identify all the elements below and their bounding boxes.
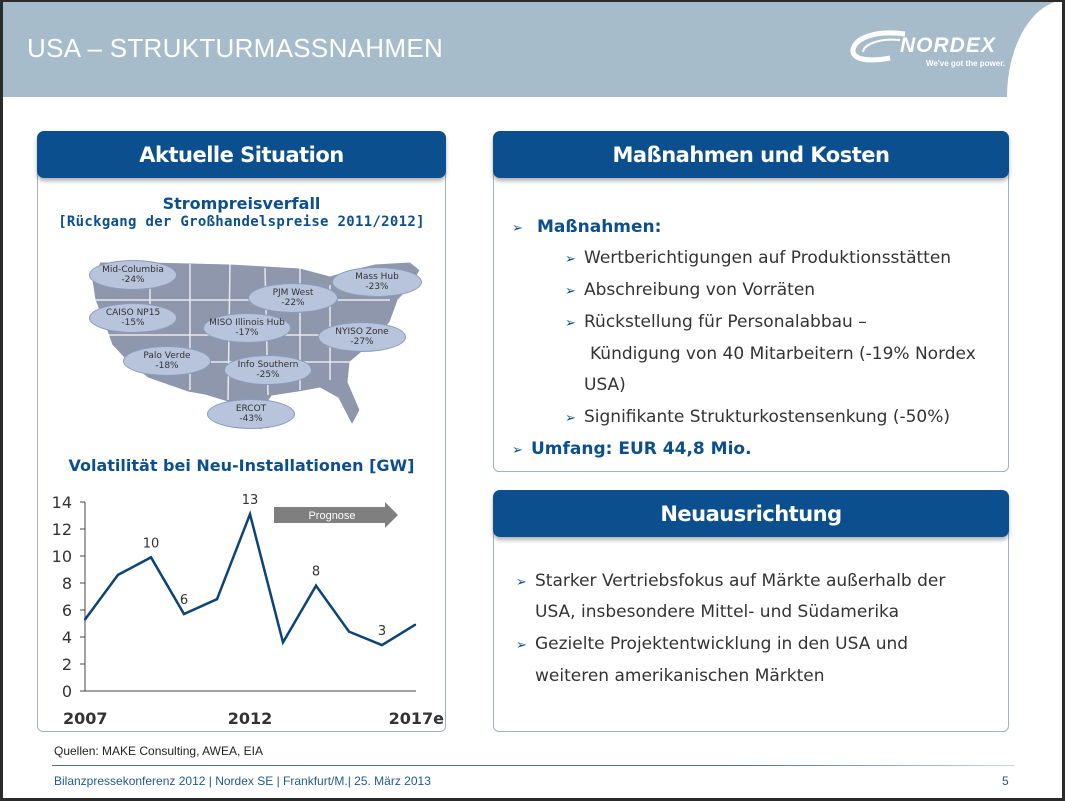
realignment-line: Gezielte Projektentwicklung in den USA und (535, 634, 909, 654)
y-tick-label: 10 (51, 547, 72, 566)
data-label: 3 (377, 624, 387, 640)
region-value: -18% (155, 361, 179, 371)
region-name: CAISO NP15 (105, 308, 161, 318)
region-value: -24% (121, 275, 145, 285)
region-name: Mass Hub (355, 272, 399, 282)
bullet-arrow-icon: ➢ (512, 221, 523, 236)
region-name: Palo Verde (143, 351, 191, 361)
bullet-arrow-icon: ➢ (516, 575, 527, 590)
prognose-label: Prognose (308, 510, 356, 522)
y-tick-label: 2 (61, 655, 72, 674)
logo-tagline: We've got the power. (926, 59, 1006, 68)
region-value: -27% (350, 337, 374, 347)
measures-heading: Maßnahmen: (537, 217, 662, 237)
data-point (249, 513, 251, 515)
data-point (117, 574, 119, 576)
data-point (282, 641, 284, 643)
x-tick-label: 2012 (227, 709, 273, 728)
measure-item: Abschreibung von Vorräten (584, 280, 816, 300)
measures-header: Maßnahmen und Kosten (493, 131, 1009, 178)
y-tick-label: 14 (51, 493, 72, 512)
data-label: 8 (311, 564, 321, 580)
bullet-arrow-icon: ➢ (516, 638, 527, 653)
x-tick-label: 2017e (388, 709, 444, 728)
region-value: -15% (121, 318, 145, 328)
page-number: 5 (1002, 774, 1009, 788)
x-tick-label: 2007 (63, 709, 108, 728)
prognose-arrow (274, 502, 398, 528)
region-name: Mid-Columbia (102, 265, 164, 275)
realignment-line: weiteren amerikanischen Märkten (535, 666, 825, 686)
measure-item-continued: USA) (584, 375, 626, 395)
region-value: -22% (281, 298, 305, 308)
region-value: -17% (235, 328, 259, 338)
slide-title: USA – STRUKTURMASSNAHMEN (27, 33, 444, 63)
region-name: ERCOT (235, 404, 267, 414)
data-point (315, 585, 317, 587)
chart-title: Volatilität bei Neu-Installationen [GW] (68, 456, 415, 475)
region-value: -43% (239, 414, 263, 424)
region-value: -23% (365, 282, 389, 292)
region-name: NYISO Zone (335, 327, 389, 337)
data-point (183, 613, 185, 615)
region-name: PJM West (272, 288, 314, 298)
map-subtitle: [Rückgang der Großhandelspreise 2011/2012] (58, 214, 425, 230)
data-label: 10 (142, 536, 160, 552)
realignment-line: Starker Vertriebsfokus auf Märkte außerhalb der (535, 571, 946, 591)
measure-item: Signifikante Strukturkostensenkung (-50%) (584, 407, 951, 427)
y-tick-label: 4 (61, 628, 72, 647)
scope-text: Umfang: EUR 44,8 Mio. (531, 439, 752, 459)
bullet-arrow-icon: ➢ (565, 284, 576, 299)
map-title: Strompreisverfall (162, 194, 321, 213)
bullet-arrow-icon: ➢ (512, 443, 523, 458)
data-label: 13 (241, 493, 259, 509)
data-point (414, 624, 416, 626)
realignment-header: Neuausrichtung (493, 490, 1009, 537)
measure-item: Rückstellung für Personalabbau – (584, 312, 867, 332)
measure-item-continued: Kündigung von 40 Mitarbeitern (-19% Nordex (590, 344, 976, 364)
data-point (216, 598, 218, 600)
data-point (381, 644, 383, 646)
bullet-arrow-icon: ➢ (565, 411, 576, 426)
y-tick-label: 6 (61, 601, 72, 620)
region-name: Info Southern (237, 360, 299, 370)
region-value: -25% (256, 370, 280, 380)
y-tick-label: 0 (61, 682, 72, 701)
current-situation-header: Aktuelle Situation (37, 131, 446, 178)
measure-item: Wertberichtigungen auf Produktionsstätten (584, 248, 952, 268)
y-tick-label: 8 (61, 574, 72, 593)
data-point (84, 618, 86, 620)
realignment-line: USA, insbesondere Mittel- und Südamerika (535, 602, 900, 622)
footer-event: Bilanzpressekonferenz 2012 | Nordex SE | Frankfurt/M.| 25. März 2013 (54, 774, 431, 788)
data-point (150, 556, 152, 558)
data-point (348, 630, 350, 632)
sources-text: Quellen: MAKE Consulting, AWEA, EIA (54, 744, 263, 758)
bullet-arrow-icon: ➢ (565, 316, 576, 331)
region-name: MISO Illinois Hub (209, 318, 285, 328)
logo-text: NORDEX (900, 34, 996, 57)
y-tick-label: 12 (51, 520, 72, 539)
data-label: 6 (179, 593, 189, 609)
bullet-arrow-icon: ➢ (565, 252, 576, 267)
footer-divider (52, 765, 1014, 766)
series-line (85, 514, 415, 645)
